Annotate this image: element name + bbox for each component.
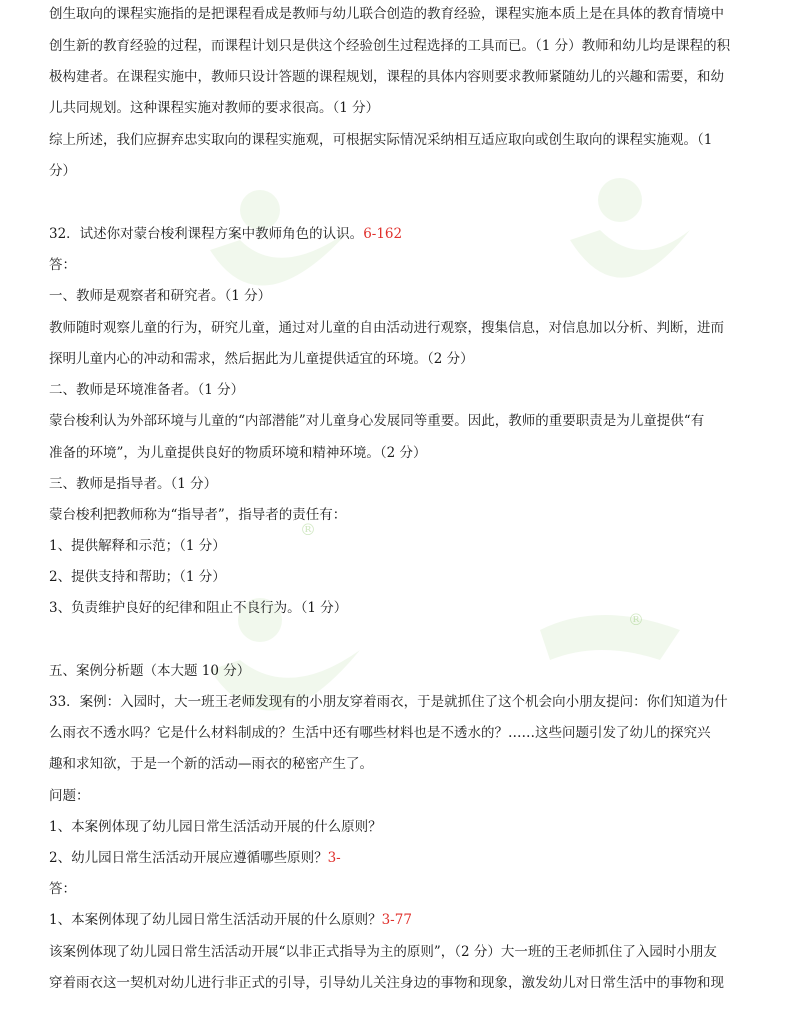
answer-label bbox=[49, 255, 779, 275]
text-line bbox=[49, 286, 779, 306]
text-line bbox=[49, 567, 779, 587]
line-text: 32．试述你对蒙台梭利课程方案中教师角色的认识。 bbox=[49, 226, 364, 242]
line-text: 综上所述，我们应摒弃忠实取向的课程实施观，可根据实际情况采纳相互适应取向或创生取向的课程实施观。（1 bbox=[49, 132, 713, 148]
text-line bbox=[49, 942, 779, 962]
question-32-title bbox=[49, 224, 779, 244]
line-text: 儿共同规划。这种课程实施对教师的要求很高。（1 分） bbox=[49, 100, 380, 116]
text-line bbox=[49, 36, 779, 56]
section-heading bbox=[49, 661, 779, 681]
line-text: 创生取向的课程实施指的是把课程看成是教师与幼儿联合创造的教育经验，课程实施本质上是在具体的教育情境中 bbox=[49, 6, 724, 22]
line-text: 2、幼儿园日常生活活动开展应遵循哪些原则？ bbox=[49, 850, 328, 866]
text-line bbox=[49, 973, 779, 993]
line-text: 1、本案例体现了幼儿园日常生活活动开展的什么原则？ bbox=[49, 819, 382, 835]
page-ref-q32: 6-162 bbox=[363, 226, 403, 242]
text-line bbox=[49, 380, 779, 400]
line-text: 3、负责维护良好的纪律和阻止不良行为。（1 分） bbox=[49, 600, 348, 616]
text-line bbox=[49, 67, 779, 87]
text-line bbox=[49, 910, 779, 930]
line-text: 创生新的教育经验的过程，而课程计划只是供这个经验创生过程选择的工具而已。（1 分）教师和幼儿均是课程的积 bbox=[49, 38, 731, 54]
text-line bbox=[49, 443, 779, 463]
line-text: 分） bbox=[49, 163, 76, 179]
line-text: 答： bbox=[49, 257, 76, 273]
question-label bbox=[49, 786, 779, 806]
line-text: 探明儿童内心的冲动和需求，然后据此为儿童提供适宜的环境。（2 分） bbox=[49, 351, 474, 367]
page-ref-q33-1: 3-77 bbox=[381, 912, 412, 928]
text-line bbox=[49, 411, 779, 431]
text-line bbox=[49, 723, 779, 743]
text-line bbox=[49, 474, 779, 494]
question-33-case bbox=[49, 692, 779, 712]
line-text: 33．案例：入园时，大一班王老师发现有的小朋友穿着雨衣，于是就抓住了这个机会向小朋友提问：你们知道为什 bbox=[49, 694, 728, 710]
text-line bbox=[49, 4, 779, 24]
line-text: 答： bbox=[49, 881, 76, 897]
text-line bbox=[49, 817, 779, 837]
text-line bbox=[49, 161, 779, 181]
line-text: 五、案例分析题（本大题 10 分） bbox=[49, 663, 251, 679]
line-text: 三、教师是指导者。（1 分） bbox=[49, 476, 218, 492]
line-text: 一、教师是观察者和研究者。（1 分） bbox=[49, 288, 272, 304]
text-line bbox=[49, 130, 779, 150]
watermark-registered-mark-1: ® bbox=[300, 520, 316, 539]
line-text: 蒙台梭利把教师称为“指导者”，指导者的责任有： bbox=[49, 507, 347, 523]
line-text: 该案例体现了幼儿园日常生活活动开展“以非正式指导为主的原则”，（2 分）大一班的王老师抓住了入园时小朋友 bbox=[49, 944, 717, 960]
text-line bbox=[49, 536, 779, 556]
line-text: 极构建者。在课程实施中，教师只设计答题的课程规划，课程的具体内容则要求教师紧随幼儿的兴趣和需要，和幼 bbox=[49, 69, 724, 85]
text-line bbox=[49, 598, 779, 618]
text-line bbox=[49, 98, 779, 118]
text-line bbox=[49, 505, 779, 525]
line-text: 1、本案例体现了幼儿园日常生活活动开展的什么原则？ bbox=[49, 912, 382, 928]
text-line bbox=[49, 754, 779, 774]
page-ref-q33-2: 3- bbox=[327, 850, 341, 866]
line-text: 2、提供支持和帮助；（1 分） bbox=[49, 569, 226, 585]
line-text: 二、教师是环境准备者。（1 分） bbox=[49, 382, 245, 398]
line-text: 么雨衣不透水吗？它是什么材料制成的？生活中还有哪些材料也是不透水的？……这些问题引发了幼儿的探究兴 bbox=[49, 725, 711, 741]
answer-label bbox=[49, 879, 779, 899]
line-text: 准备的环境”，为儿童提供良好的物质环境和精神环境。（2 分） bbox=[49, 445, 427, 461]
text-line bbox=[49, 349, 779, 369]
line-text: 1、提供解释和示范；（1 分） bbox=[49, 538, 226, 554]
line-text: 教师随时观察儿童的行为，研究儿童，通过对儿童的自由活动进行观察，搜集信息，对信息加以分析、判断，进而 bbox=[49, 320, 724, 336]
line-text: 穿着雨衣这一契机对幼儿进行非正式的引导，引导幼儿关注身边的事物和现象，激发幼儿对日常生活中的事物和现 bbox=[49, 975, 724, 991]
line-text: 蒙台梭利认为外部环境与儿童的“内部潜能”对儿童身心发展同等重要。因此，教师的重要职责是为儿童提供“有 bbox=[49, 413, 705, 429]
line-text: 问题： bbox=[49, 788, 90, 804]
text-line bbox=[49, 848, 779, 868]
watermark-registered-mark-2: ® bbox=[628, 610, 644, 629]
text-line bbox=[49, 318, 779, 338]
line-text: 趣和求知欲，于是一个新的活动—雨衣的秘密产生了。 bbox=[49, 756, 373, 772]
